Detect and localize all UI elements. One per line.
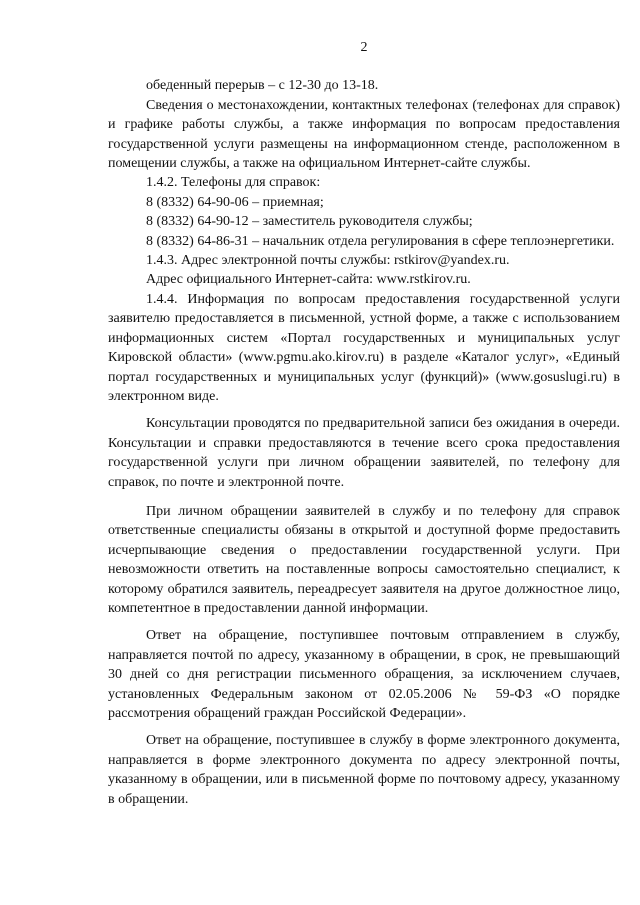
paragraph-email: 1.4.3. Адрес электронной почты службы: rstkirov@yandex.ru. (146, 253, 510, 269)
paragraph-phones-heading: 1.4.2. Телефоны для справок: (146, 175, 321, 191)
paragraph-consultations: Консультации проводятся по предварительной записи без ожидания в очереди. Консультации и справки предоставляются в течение всего срока предоставления государственной услуги при личном обращении заявителей, по телефону для справок, по почте и электронной почте. (108, 416, 620, 490)
page-number: 2 (360, 40, 368, 55)
paragraph-lunch-break: обеденный перерыв – с 12-30 до 13-18. (146, 78, 379, 94)
paragraph-website: Адрес официального Интернет-сайта: www.rstkirov.ru. (146, 272, 471, 288)
paragraph-info-channels: 1.4.4. Информация по вопросам предоставления государственной услуги заявителю предоставляется в письменной, устной форме, а также с использованием информационных систем «Портал государственных и муниципальных услуг Кировской области» (www.pgmu.ako.kirov.ru) в разделе «Каталог услуг», «Единый портал государственных и муниципальных услуг (функций)» (www.gosuslugi.ru) в электронном виде. (108, 291, 620, 404)
paragraph-phone-deputy: 8 (8332) 64-90-12 – заместитель руководителя службы; (146, 214, 473, 230)
paragraph-postal-reply: Ответ на обращение, поступившее почтовым отправлением в службу, направляется почтой по адресу, указанному в обращении, в срок, не превышающий 30 дней со дня регистрации письменного обращения, за исключением случаев, установленных Федеральным законом от 02.05.2006 № 59-ФЗ «О порядке рассмотрения обращений граждан Российской Федерации». (108, 628, 620, 721)
paragraph-phone-department: 8 (8332) 64-86-31 – начальник отдела регулирования в сфере теплоэнергетики. (146, 233, 615, 249)
paragraph-electronic-reply: Ответ на обращение, поступившее в службу в форме электронного документа, направляется в форме электронного документа по адресу электронной почты, указанному в обращении, или в письменной форме по почтовому адресу, указанному в обращении. (108, 733, 620, 807)
paragraph-location-info: Сведения о местонахождении, контактных телефонах (телефонах для справок) и графике работы службы, а также информация по вопросам предоставления государственной услуги размещены на информационном стенде, расположенном в помещении службы, а также на официальном Интернет-сайте службы. (108, 97, 620, 172)
paragraph-phone-reception: 8 (8332) 64-90-06 – приемная; (146, 194, 324, 210)
paragraph-personal-requests: При личном обращении заявителей в службу и по телефону для справок ответственные специалисты обязаны в открытой и доступной форме предоставить исчерпывающие сведения о предоставлении государственной услуги. При невозможности ответить на поставленные вопросы самостоятельно специалист, к которому обратился заявитель, переадресует заявителя на другое должностное лицо, компетентное в предоставлении данной информации. (108, 503, 620, 616)
